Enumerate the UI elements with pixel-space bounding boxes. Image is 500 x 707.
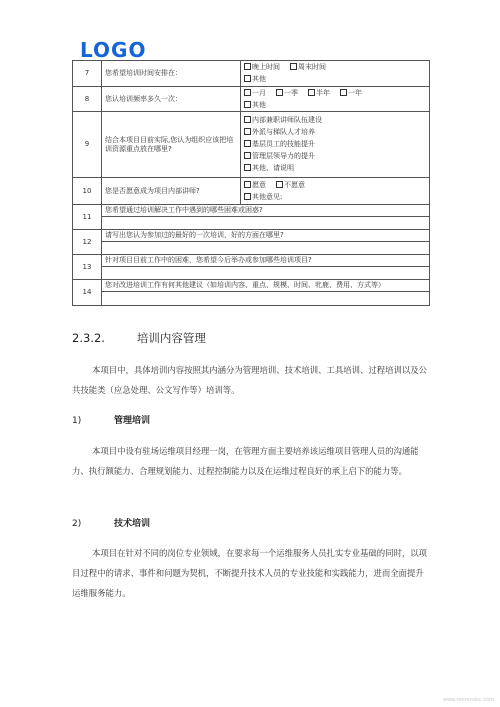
option-label: 内部兼职讲师队伍建设 [252,116,322,124]
option[interactable] [244,75,266,84]
checkbox-icon[interactable] [244,116,251,123]
option-label: 管理层领导力的提升 [252,152,315,160]
option-line [244,179,426,191]
option-label: 其他 [252,75,266,83]
checkbox-icon[interactable] [290,63,297,70]
subheading-number: 1) [72,416,82,426]
row-number: 8 [73,87,102,112]
answer-area[interactable] [102,242,430,255]
option-label: 外派与梯队人才培养 [252,128,315,136]
option-label: 其他意见: [252,192,283,201]
table-row [73,112,430,178]
question-text: 您对改进培训工作有何其他建议（如培训内容、重点、规模、时间、牝鹿、费用、方式等） [102,280,430,292]
option-label: 晚上时间 [252,63,280,71]
watermark: www.renrendoc.com [442,697,494,703]
checkbox-icon[interactable] [244,128,251,135]
answer-area[interactable] [102,217,430,230]
checkbox-icon[interactable] [244,89,251,96]
option-label: 一年 [348,88,362,97]
option[interactable] [308,89,330,98]
section-title: 培训内容管理 [136,331,206,345]
option[interactable] [244,140,315,149]
checkbox-icon[interactable] [244,193,251,200]
option-line [244,127,426,139]
options-cell [241,61,430,87]
table-row [73,61,430,87]
option[interactable] [244,116,322,125]
subheading-title: 管理培训 [114,416,151,426]
question-text: 请写出您认为参加过的最好的一次培训，好的方面在哪里? [102,230,430,242]
option-label: 一月 [252,88,266,97]
row-number: 10 [73,178,102,205]
checkbox-icon[interactable] [244,75,251,82]
checkbox-icon[interactable] [244,164,251,171]
survey-table [72,60,430,306]
checkbox-icon[interactable] [308,89,315,96]
option[interactable] [244,63,280,72]
management-paragraph: 本项目中设有驻场运维项目经理一岗，在管理方面主要培养该运维项目管理人员的沟通能力、执行额能力、合理规划能力、过程控制能力以及在运维过程良好的承上启下的能力等。 [72,446,419,476]
answer-area[interactable] [102,267,430,280]
option-label: 其他，请说明 [252,164,294,172]
section-number: 2.3.2. [72,331,105,345]
checkbox-icon[interactable] [244,101,251,108]
option-label: 不愿意 [284,180,305,189]
option-line [244,151,426,163]
table-row [73,280,430,292]
option[interactable] [244,164,294,173]
option-label: 愿意 [252,180,266,189]
options-cell [241,178,430,205]
option-line [244,115,426,127]
row-number: 14 [73,280,102,306]
question-text: 您希望培训时间安排在： [102,61,241,87]
table-row [73,205,430,217]
row-number: 7 [73,61,102,87]
option-line [244,74,426,86]
subheading-management [72,413,150,426]
checkbox-icon[interactable] [244,140,251,147]
question-text: 针对项目目前工作中的困难，您希望今后举办或参加哪些培训项目? [102,255,430,267]
technical-paragraph: 本项目在针对不同的岗位专业领域，在要求每一个运维服务人员扎实专业基础的同时，以项目过程中的请求、事件和问题为契机，不断提升技术人员的专业技能和实践能力，进而全面提升运维服务能力。 [72,548,427,598]
option-line [244,99,426,111]
table-row [73,230,430,242]
option[interactable] [244,101,266,110]
checkbox-icon[interactable] [244,152,251,159]
option[interactable] [244,152,315,161]
option-label: 半年 [316,88,330,97]
table-row [73,178,430,205]
question-text: 您认培训频率多久一次： [102,87,241,112]
options-cell [241,112,430,178]
checkbox-icon[interactable] [276,89,283,96]
option-label: 其他 [252,100,266,109]
logo: LOGO [80,38,147,62]
subheading-title: 技术培训 [114,519,151,529]
option-line [244,191,426,203]
option[interactable] [244,193,282,202]
row-number: 9 [73,112,102,178]
options-cell [241,87,430,112]
option-line [244,163,426,175]
option-label: 基层员工的技能提升 [252,140,315,148]
question-text: 结合本项目目前实际,您认为组织应该把培训资源重点放在哪里? [102,112,241,178]
option-label: 一季 [284,88,298,97]
question-text: 您希望通过培训解决工作中遇到的哪些困难或困惑? [102,205,430,217]
subheading-technical [72,516,150,529]
row-number: 11 [73,205,102,230]
row-number: 13 [73,255,102,280]
subheading-number: 2) [72,519,82,529]
table-row [73,87,430,112]
section-heading [72,330,206,346]
row-number: 12 [73,230,102,255]
option[interactable] [276,89,298,98]
option-line [244,62,426,74]
option[interactable] [244,89,266,98]
checkbox-icon[interactable] [244,63,251,70]
checkbox-icon[interactable] [340,89,347,96]
option[interactable] [340,89,362,98]
option[interactable] [244,128,315,137]
option[interactable] [276,181,305,190]
table-row [73,255,430,267]
option-line [244,139,426,151]
question-text: 您是否愿意成为项目内部讲师? [102,178,241,205]
answer-area[interactable] [102,292,430,306]
option-label: 周末时间 [298,63,326,71]
option[interactable] [244,181,266,190]
checkbox-icon[interactable] [244,181,251,188]
checkbox-icon[interactable] [276,181,283,188]
intro-paragraph: 本项目中，具体培训内容按照其内涵分为管理培训、技术培训、工具培训、过程培训以及公共技能类（应急处理、公文写作等）培训等。 [72,365,427,395]
option[interactable] [290,63,326,72]
option-line [244,87,426,99]
